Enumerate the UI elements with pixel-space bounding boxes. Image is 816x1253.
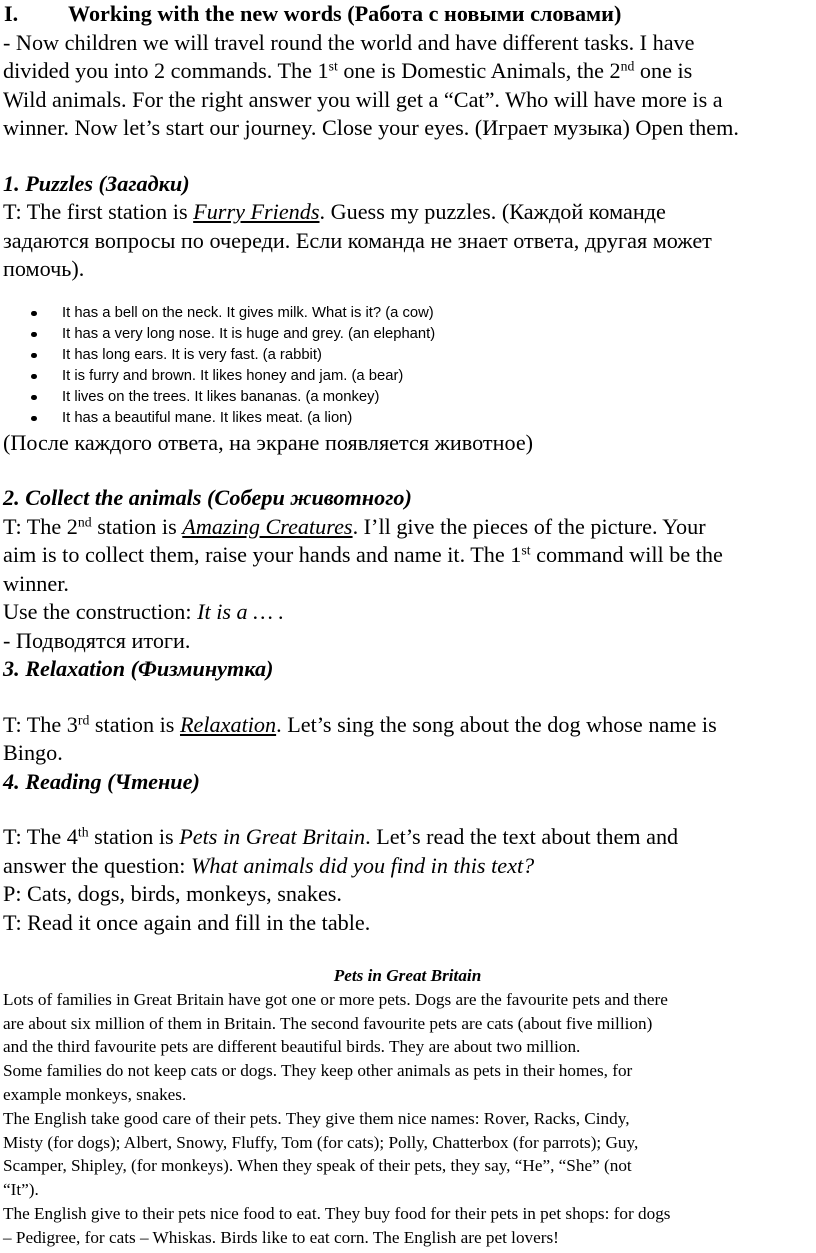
text-line: The English give to their pets nice food to eat. They buy food for their pets in pet shops: for dogs: [3, 1203, 671, 1223]
list-item: It has a bell on the neck. It gives milk. What is it? (a cow): [3, 303, 812, 324]
section-heading: [3, 0, 812, 29]
puzzles-paragraph: [3, 198, 812, 284]
text-line: Some families do not keep cats or dogs. They keep other animals as pets in their homes, for: [3, 1061, 633, 1081]
bullet-icon: [31, 416, 37, 422]
collect-heading: 2. Collect the animals (Собери животного): [3, 485, 412, 510]
text-line: winner.: [3, 570, 69, 596]
bullet-icon: [31, 353, 37, 359]
list-item: It has a beautiful mane. It likes meat. (a lion): [3, 408, 812, 429]
text-line: aim is to collect them, raise your hands and name it. The 1st command will be the: [3, 542, 723, 567]
text-line: T: The first station is Furry Friends. Guess my puzzles. (Каждой команде: [3, 199, 666, 224]
bullet-icon: [31, 332, 37, 338]
relax-paragraph: [3, 711, 812, 768]
text-line: Scamper, Shipley, (for monkeys). When they speak of their pets, they say, “He”, “She” (not: [3, 1156, 632, 1176]
list-item: It lives on the trees. It likes bananas. (a monkey): [3, 387, 812, 408]
text-line: winner. Now let’s start our journey. Close your eyes. (Играет музыка) Open them.: [3, 115, 739, 140]
station-name: Amazing Creatures: [182, 513, 353, 539]
text-line: are about six million of them in Britain. The second favourite pets are cats (about five million): [3, 1013, 653, 1033]
text-line: Bingo.: [3, 740, 63, 765]
bullet-icon: [31, 374, 37, 380]
text-line: Misty (for dogs); Albert, Snowy, Fluffy, Tom (for cats); Polly, Chatterbox (for parrots); Guy,: [3, 1132, 639, 1152]
text-line: T: Read it once again and fill in the table.: [3, 909, 371, 935]
text-line: “It”).: [3, 1180, 39, 1200]
station-name: Relaxation: [179, 711, 277, 737]
station-name: Furry Friends: [193, 199, 320, 224]
text-line: – Pedigree, for cats – Whiskas. Birds like to eat corn. The English are pet lovers!: [3, 1227, 559, 1247]
text-line: помочь).: [3, 256, 85, 281]
text-line: P: Cats, dogs, birds, monkeys, snakes.: [3, 881, 342, 906]
section-number: I.: [4, 1, 19, 26]
text-line: example monkeys, snakes.: [3, 1084, 187, 1104]
text-line: - Now children we will travel round the world and have different tasks. I have: [3, 29, 695, 55]
text-line: and the third favourite pets are different beautiful birds. They are about two million.: [3, 1037, 581, 1057]
intro-paragraph: [3, 29, 812, 143]
text-line: задаются вопросы по очереди. Если команда не знает ответа, другая может: [3, 227, 712, 253]
reading-text: [3, 988, 812, 1250]
puzzles-after: (После каждого ответа, на экране появляется животное): [3, 429, 534, 455]
text-line: T: The 2nd station is Amazing Creatures. I’ll give the pieces of the picture. Your: [3, 513, 706, 539]
list-item: It is furry and brown. It likes honey and jam. (a bear): [3, 366, 812, 387]
text-line: divided you into 2 commands. The 1st one is Domestic Animals, the 2nd one is: [3, 58, 693, 83]
station-name: Pets in Great Britain: [179, 824, 366, 849]
text-line: Lots of families in Great Britain have got one or more pets. Dogs are the favourite pets and there: [3, 989, 668, 1009]
list-item: It has a very long nose. It is huge and grey. (an elephant): [3, 324, 812, 345]
reading-heading: 4. Reading (Чтение): [3, 768, 200, 794]
text-line: Use the construction: It is a … .: [3, 599, 285, 624]
text-line: T: The 4th station is Pets in Great Britain. Let’s read the text about them and: [3, 824, 679, 849]
text-title: Pets in Great Britain: [333, 966, 482, 985]
list-item: It has long ears. It is very fast. (a rabbit): [3, 345, 812, 366]
text-line: answer the question: What animals did you find in this text?: [3, 852, 535, 878]
bullet-icon: [31, 311, 37, 317]
section-title: Working with the new words (Работа с новыми словами): [68, 1, 622, 26]
text-line: T: The 3rd station is Relaxation. Let’s sing the song about the dog whose name is: [3, 711, 717, 737]
reading-paragraph: [3, 823, 812, 937]
relax-heading: 3. Relaxation (Физминутка): [3, 656, 274, 681]
text-line: - Подводятся итоги.: [3, 627, 191, 653]
collect-paragraph: [3, 513, 812, 656]
bullet-icon: [31, 395, 37, 401]
puzzles-heading: 1. Puzzles (Загадки): [3, 170, 190, 196]
puzzle-list: [3, 303, 812, 429]
text-line: Wild animals. For the right answer you will get a “Cat”. Who will have more is a: [3, 86, 723, 112]
text-line: The English take good care of their pets. They give them nice names: Rover, Racks, Cindy,: [3, 1108, 630, 1128]
